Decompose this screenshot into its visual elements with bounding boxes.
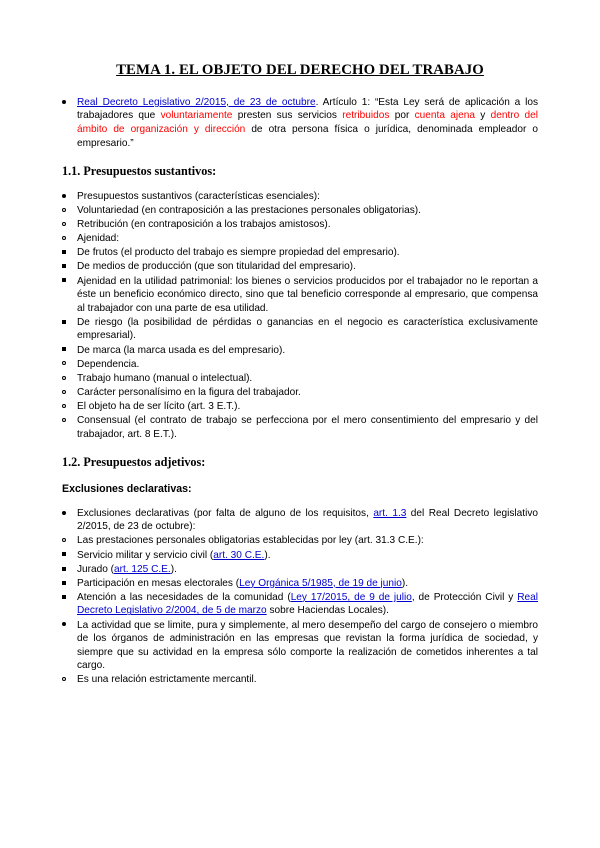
exclusiones-lead-item xyxy=(62,507,538,534)
link-art-125-ce[interactable]: art. 125 C.E. xyxy=(114,563,171,575)
list-item xyxy=(62,577,538,591)
item-text-1: Jurado ( xyxy=(77,563,115,575)
exclusion-text-1: Exclusiones declarativas (por falta de alguno de los requisitos, xyxy=(77,507,374,519)
intro-text-1: . Artículo 1: “Esta Ley será de aplicación a los trabajadores que xyxy=(77,96,538,122)
presupuestos-sublist-continued xyxy=(62,358,538,442)
item-text-2: ). xyxy=(264,549,271,561)
item-text-2: ). xyxy=(401,577,409,589)
intro-text-3: por xyxy=(389,110,415,122)
section-heading-1-2: 1.2. Presupuestos adjetivos: xyxy=(62,455,206,470)
link-real-decreto-legislativo-2-2015[interactable]: Real Decreto Legislativo 2/2015, de 23 de octubre xyxy=(77,96,316,108)
list-item xyxy=(62,591,538,618)
circle-bullet-icon xyxy=(62,358,66,372)
link-ley-organica-5-1985[interactable]: Ley Orgánica 5/1985, de 19 de junio xyxy=(239,577,402,589)
actividad-item xyxy=(62,619,538,673)
highlight-voluntariamente: voluntariamente xyxy=(160,110,233,122)
list-item-ajenidad xyxy=(62,232,538,246)
section-heading-1-1: 1.1. Presupuestos sustantivos: xyxy=(62,164,217,179)
item-label: Ajenidad: xyxy=(77,233,120,245)
link-art-30-ce[interactable]: art. 30 C.E. xyxy=(213,549,265,561)
disc-bullet-icon xyxy=(62,507,66,521)
mercantil-list xyxy=(62,673,538,687)
square-bullet-icon xyxy=(62,591,66,605)
prestaciones-lead-item xyxy=(62,534,538,548)
presupuestos-sublist xyxy=(62,204,538,246)
highlight-retribuidos: retribuidos xyxy=(342,110,390,122)
item-text-2: ). xyxy=(170,563,177,575)
item-label: Ajenidad en la utilidad patrimonial: los bienes o servicios producidos por el trabajador no le reportan a éste un beneficio económico directo, sino que tal beneficio corresponde al empresario, que compensa al trabajador con una parte de esa utilidad. xyxy=(77,275,538,314)
item-text-1: Servicio militar y servicio civil ( xyxy=(77,549,214,561)
circle-bullet-icon xyxy=(62,400,66,414)
item-text-1: Atención a las necesidades de la comunidad ( xyxy=(77,591,291,603)
highlight-ambito-organizacion: dentro del ámbito de organización y dirección xyxy=(77,110,539,135)
circle-bullet-icon xyxy=(62,218,66,232)
list-item xyxy=(62,414,538,441)
square-bullet-icon xyxy=(62,577,66,591)
circle-bullet-icon xyxy=(62,372,66,386)
item-label: La actividad que se limite, pura y simplemente, al mero desempeño del cargo de consejero o miembro de los órganos de administración en las empresas que revistan la forma jurídica de sociedad, y siempre que su actividad en la empresa sólo comporte la realización de cometidos inherentes a tal cargo. xyxy=(77,619,538,672)
item-label: De riesgo (la posibilidad de pérdidas o ganancias en el negocio es característica exclusivamente empresarial). xyxy=(77,316,538,342)
circle-bullet-icon xyxy=(62,414,66,428)
circle-bullet-icon xyxy=(62,386,66,400)
square-bullet-icon xyxy=(62,260,66,274)
subheading-exclusiones-declarativas: Exclusiones declarativas: xyxy=(62,483,192,496)
list-item xyxy=(62,549,538,563)
item-label: Carácter personalísimo en la figura del trabajador. xyxy=(77,386,301,398)
item-text-1: Participación en mesas electorales ( xyxy=(77,577,240,589)
list-item xyxy=(62,563,538,577)
link-art-1-3[interactable]: art. 1.3 xyxy=(373,507,407,519)
ajenidad-sublist xyxy=(62,246,538,357)
link-ley-17-2015[interactable]: Ley 17/2015, de 9 de julio xyxy=(290,591,412,603)
item-label: Es una relación estrictamente mercantil. xyxy=(77,674,257,686)
square-bullet-icon xyxy=(62,344,66,358)
circle-bullet-icon xyxy=(62,673,66,687)
item-label: De marca (la marca usada es del empresario). xyxy=(77,344,286,356)
circle-bullet-icon xyxy=(62,534,66,548)
square-bullet-icon xyxy=(62,246,66,260)
list-item xyxy=(62,260,538,274)
intro-text-5: de otra persona física o jurídica, denominada empleador o empresario.” xyxy=(77,123,538,149)
prestaciones-list xyxy=(62,534,538,548)
list-item xyxy=(62,246,538,260)
list-item xyxy=(62,372,538,386)
prestaciones-sublist xyxy=(62,549,538,618)
list-item xyxy=(62,275,538,316)
highlight-cuenta-ajena: cuenta ajena xyxy=(414,110,475,122)
list-item xyxy=(62,386,538,400)
list-item xyxy=(62,218,538,232)
list-item xyxy=(62,344,538,358)
presupuestos-sustantivos-lead xyxy=(62,190,538,204)
item-text-2: , de Protección Civil y xyxy=(411,591,518,603)
exclusion-text-2: del Real Decreto legislativo 2/2015, de 23 de octubre): xyxy=(77,507,538,533)
item-label: Las prestaciones personales obligatorias establecidas por ley (art. 31.3 C.E.): xyxy=(77,535,424,547)
disc-bullet-icon xyxy=(62,190,66,204)
item-label: Voluntariedad (en contraposición a las prestaciones personales obligatorias). xyxy=(77,205,421,217)
item-label: Trabajo humano (manual o intelectual). xyxy=(77,372,253,384)
intro-list xyxy=(62,96,538,150)
item-label: Consensual (el contrato de trabajo se perfecciona por el mero consentimiento del empresario y del trabajador, art. 8 E.T.). xyxy=(77,414,538,440)
disc-bullet-icon xyxy=(62,96,66,110)
list-item xyxy=(62,316,538,343)
link-rdl-2-2004[interactable]: Real Decreto Legislativo 2/2004, de 5 de marzo xyxy=(77,591,538,617)
page-title: TEMA 1. EL OBJETO DEL DERECHO DEL TRABAJO xyxy=(116,62,484,78)
square-bullet-icon xyxy=(62,316,66,330)
square-bullet-icon xyxy=(62,549,66,563)
intro-text-2: presten sus servicios xyxy=(232,110,343,122)
lead-text: Presupuestos sustantivos (características esenciales): xyxy=(77,190,320,202)
item-label: Retribución (en contraposición a los trabajos amistosos). xyxy=(77,219,331,231)
square-bullet-icon xyxy=(62,275,66,289)
item-label: El objeto ha de ser lícito (art. 3 E.T.). xyxy=(77,400,241,412)
item-label: Dependencia. xyxy=(77,358,140,370)
exclusiones-list xyxy=(62,507,538,534)
circle-bullet-icon xyxy=(62,204,66,218)
list-item xyxy=(62,400,538,414)
disc-bullet-icon xyxy=(62,619,66,633)
list-item xyxy=(62,204,538,218)
list-item xyxy=(62,358,538,372)
actividad-list xyxy=(62,619,538,673)
circle-bullet-icon xyxy=(62,232,66,246)
item-label: De medios de producción (que son titularidad del empresario). xyxy=(77,261,356,273)
item-label: De frutos (el producto del trabajo es siempre propiedad del empresario). xyxy=(77,247,400,259)
item-text-3: sobre Haciendas Locales). xyxy=(266,605,389,617)
section-1-1-list xyxy=(62,190,538,204)
intro-bullet-item xyxy=(62,96,538,150)
mercantil-item xyxy=(62,673,538,687)
intro-text-4: y xyxy=(474,110,491,122)
square-bullet-icon xyxy=(62,563,66,577)
